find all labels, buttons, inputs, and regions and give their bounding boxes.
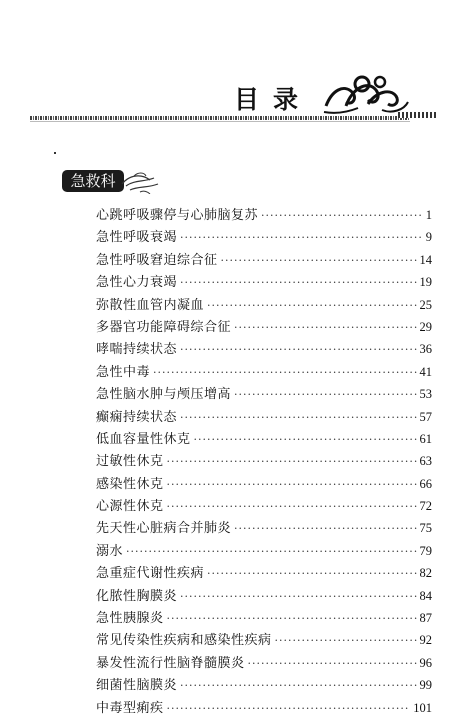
toc-entry-title: 弥散性血管内凝血 (96, 297, 205, 313)
leaf-ornament-icon (120, 170, 160, 194)
toc-entry-page: 25 (419, 297, 432, 312)
toc-entry-page: 75 (419, 521, 432, 536)
toc-entry[interactable] (96, 406, 432, 428)
toc-entry-page: 96 (419, 655, 432, 670)
toc-entry-page: 63 (419, 454, 432, 469)
toc-dot-leader (275, 630, 417, 652)
toc-entry-title: 心跳呼吸骤停与心肺脑复苏 (96, 208, 259, 223)
toc-entry[interactable] (96, 652, 432, 674)
toc-entry-page: 14 (419, 252, 432, 267)
toc-entry-title: 中毒型痢疾 (96, 700, 164, 716)
toc-entry[interactable] (96, 428, 432, 450)
toc-entry-page: 99 (419, 678, 432, 693)
toc-dot-leader (261, 205, 423, 227)
toc-dot-leader (167, 451, 417, 473)
toc-entry-title: 多器官功能障碍综合征 (96, 319, 232, 335)
toc-dot-leader (180, 586, 416, 608)
toc-dot-leader (180, 675, 416, 697)
toc-entry-title: 急性中毒 (96, 364, 151, 380)
toc-dot-leader (234, 384, 416, 406)
toc-dot-leader (167, 698, 411, 720)
toc-dot-leader (167, 496, 417, 518)
toc-entry-title: 溺水 (96, 543, 124, 559)
toc-dot-leader (180, 272, 416, 294)
toc-entry-title: 先天性心脏病合并肺炎 (96, 521, 232, 537)
toc-dot-leader (180, 407, 416, 429)
toc-entry-title: 急性胰腺炎 (96, 611, 164, 627)
toc-entry-page: 82 (419, 566, 432, 581)
table-of-contents (96, 204, 432, 719)
toc-dot-leader (167, 474, 417, 496)
toc-dot-leader (126, 541, 416, 563)
toc-entry[interactable] (96, 562, 432, 584)
toc-entry-page: 29 (419, 319, 432, 334)
toc-dot-leader (180, 339, 416, 361)
toc-entry-title: 急性心力衰竭 (96, 275, 178, 291)
toc-dot-leader (248, 653, 417, 675)
toc-dot-leader (234, 317, 416, 339)
toc-entry[interactable] (96, 294, 432, 316)
toc-entry-title: 癫痫持续状态 (96, 409, 178, 425)
toc-entry[interactable] (96, 316, 432, 338)
toc-entry-page: 53 (419, 387, 432, 402)
section-label: 急救科 (70, 172, 116, 190)
toc-entry-page: 79 (419, 543, 432, 558)
toc-entry-page: 41 (419, 364, 432, 379)
toc-entry[interactable] (96, 383, 432, 405)
toc-entry-title: 心源性休克 (96, 499, 164, 515)
print-speck (54, 152, 56, 154)
toc-entry-title: 低血容量性休克 (96, 431, 191, 447)
toc-entry[interactable] (96, 361, 432, 383)
toc-entry[interactable] (96, 697, 432, 719)
toc-entry[interactable] (96, 607, 432, 629)
toc-entry[interactable] (96, 585, 432, 607)
toc-entry-page: 66 (419, 476, 432, 491)
toc-entry-title: 急性呼吸窘迫综合征 (96, 252, 218, 268)
toc-entry[interactable] (96, 450, 432, 472)
toc-entry-page: 72 (419, 499, 432, 514)
toc-entry-title: 急性脑水肿与颅压增高 (96, 387, 232, 403)
toc-entry-page: 1 (425, 208, 432, 222)
toc-entry[interactable] (96, 338, 432, 360)
toc-entry-page: 57 (419, 409, 432, 424)
toc-entry-title: 急性呼吸衰竭 (96, 230, 178, 246)
page-title: 目录 (234, 85, 313, 114)
toc-entry-page: 87 (419, 611, 432, 626)
toc-dot-leader (207, 295, 416, 317)
toc-entry[interactable] (96, 473, 432, 495)
decorative-ornament-icon (322, 70, 410, 116)
toc-dot-leader (221, 250, 417, 272)
toc-entry-page: 92 (419, 633, 432, 648)
toc-entry[interactable] (96, 540, 432, 562)
toc-entry-title: 哮喘持续状态 (96, 342, 178, 358)
toc-entry-page: 61 (419, 431, 432, 446)
toc-entry-title: 感染性休克 (96, 476, 164, 492)
toc-entry-page: 9 (425, 230, 432, 245)
toc-entry[interactable] (96, 517, 432, 539)
toc-entry[interactable] (96, 226, 432, 248)
toc-dot-leader (207, 563, 416, 585)
toc-entry-page: 36 (419, 342, 432, 357)
toc-entry[interactable] (96, 249, 432, 271)
header-divider-end (398, 112, 438, 118)
toc-dot-leader (180, 227, 423, 249)
toc-entry-title: 化脓性胸膜炎 (96, 588, 178, 604)
toc-entry-page: 84 (419, 588, 432, 603)
toc-entry[interactable] (96, 495, 432, 517)
toc-dot-leader (167, 608, 417, 630)
toc-entry[interactable] (96, 629, 432, 651)
toc-dot-leader (153, 362, 416, 384)
toc-entry-title: 急重症代谢性疾病 (96, 566, 205, 582)
section-heading (62, 170, 124, 192)
toc-entry-page: 19 (419, 275, 432, 290)
toc-entry-page: 101 (413, 700, 432, 715)
toc-entry-title: 暴发性流行性脑脊髓膜炎 (96, 655, 245, 671)
header-divider-thin (30, 121, 410, 122)
toc-dot-leader (194, 429, 417, 451)
toc-entry[interactable] (96, 674, 432, 696)
toc-entry-title: 过敏性休克 (96, 454, 164, 470)
toc-dot-leader (234, 518, 416, 540)
header-divider (30, 116, 410, 120)
toc-entry[interactable] (96, 204, 432, 226)
toc-entry[interactable] (96, 271, 432, 293)
toc-entry-title: 常见传染性疾病和感染性疾病 (96, 633, 272, 649)
toc-entry-title: 细菌性脑膜炎 (96, 678, 178, 694)
